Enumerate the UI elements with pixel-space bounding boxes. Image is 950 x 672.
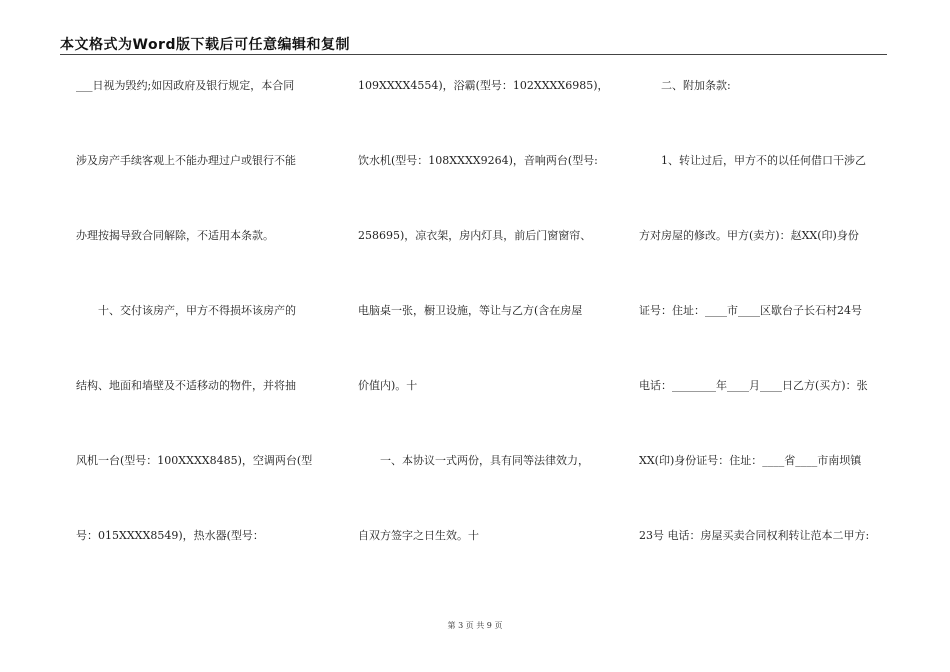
text-line: 电脑桌一张，橱卫设施，等让与乙方(含在房屋: [358, 304, 583, 317]
text-line: 一、本协议一式两份，具有同等法律效力，: [358, 454, 589, 467]
text-line: 涉及房产手续客观上不能办理过户或银行不能: [76, 154, 296, 167]
text-line: 十、交付该房产，甲方不得损坏该房产的: [76, 304, 296, 317]
text-line: 办理按揭导致合同解除，不适用本条款。: [76, 229, 274, 242]
text-line: 电话：________年____月____日乙方(买方)：张: [639, 379, 868, 392]
text-line: 109XXXX4554)，浴霸(型号：102XXXX6985)，: [358, 79, 609, 92]
text-line: 结构、地面和墙壁及不适移动的物件，并将抽: [76, 379, 296, 392]
text-line: 号：015XXXX8549)，热水器(型号：: [76, 529, 264, 542]
text-line: 二、附加条款:: [639, 79, 731, 92]
text-line: 方对房屋的修改。甲方(卖方)：赵XX(印)身份: [639, 229, 859, 242]
text-line: 258695)，凉衣架，房内灯具，前后门窗窗帘、: [358, 229, 592, 242]
text-line: 饮水机(型号：108XXXX9264)，音响两台(型号:: [358, 154, 598, 167]
text-line: ___日视为毁约;如因政府及银行规定，本合同: [76, 79, 295, 92]
page-number: 第 3 页 共 9 页: [447, 621, 503, 630]
text-line: 1、转让过后，甲方不的以任何借口干涉乙: [639, 154, 866, 167]
text-line: XX(印)身份证号：住址：____省____市南坝镇: [639, 454, 862, 467]
text-line: 证号：住址：____市____区歇台子长石村24号: [639, 304, 862, 317]
header-divider: [60, 54, 887, 55]
text-line: 23号 电话：房屋买卖合同权利转让范本二甲方:: [639, 529, 870, 542]
text-line: 自双方签字之日生效。十: [358, 529, 479, 542]
page-header-title: 本文格式为Word版下载后可任意编辑和复制: [60, 37, 350, 53]
text-line: 价值内)。十: [358, 379, 418, 392]
text-line: 风机一台(型号：100XXXX8485)，空调两台(型: [76, 454, 313, 467]
